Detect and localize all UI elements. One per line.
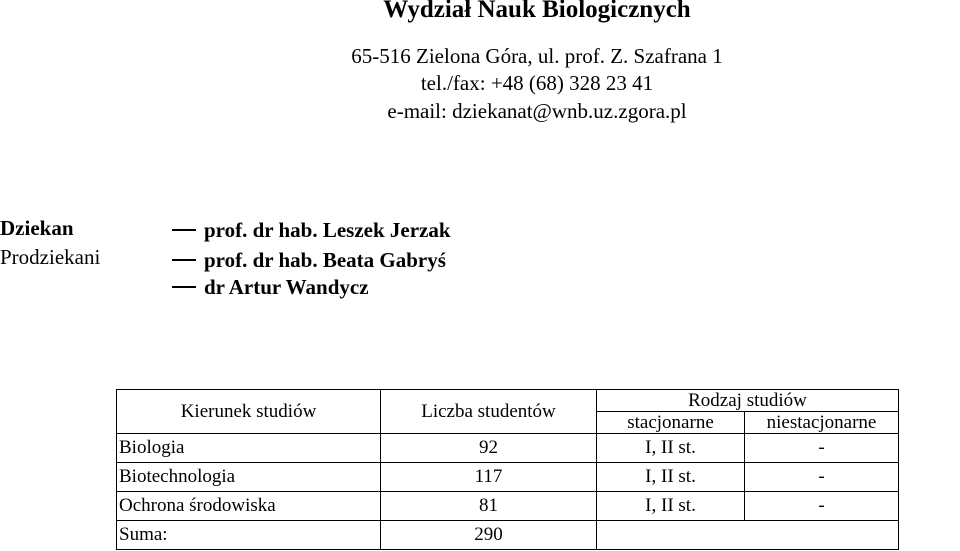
header-fulltime: stacjonarne [597, 412, 745, 434]
table-row [117, 434, 899, 463]
sum-value: 290 [381, 521, 597, 550]
dean-name: prof. dr hab. Leszek Jerzak [204, 218, 451, 242]
faculty-title: Wydział Nauk Biologicznych [383, 0, 691, 23]
dash-mark [172, 286, 196, 288]
sum-empty-cell [597, 521, 899, 550]
phone-line: tel./fax: +48 (68) 328 23 41 [420, 71, 654, 95]
vice-dean-name-1: prof. dr hab. Beata Gabryś [204, 248, 446, 272]
dash-mark [172, 259, 196, 261]
address-line: 65-516 Zielona Góra, ul. prof. Z. Szafrana 1 [351, 44, 723, 68]
row-students: 81 [381, 492, 597, 521]
dean-label: Dziekan [0, 216, 74, 240]
row-name: Ochrona środowiska [117, 492, 381, 521]
row-parttime: - [745, 434, 899, 463]
vice-deans-label: Prodziekani [0, 245, 101, 269]
row-name: Biotechnologia [117, 463, 381, 492]
header-students: Liczba studentów [381, 390, 597, 434]
sum-row [117, 521, 899, 550]
table-row [117, 463, 899, 492]
header-study-type: Rodzaj studiów [597, 390, 899, 412]
dash-mark [172, 229, 196, 231]
row-fulltime: I, II st. [597, 492, 745, 521]
header-direction: Kierunek studiów [117, 390, 381, 434]
row-parttime: - [745, 492, 899, 521]
dean-entry [172, 218, 451, 243]
vice-dean-name-2: dr Artur Wandycz [204, 275, 369, 299]
table-row [117, 492, 899, 521]
sum-label: Suma: [117, 521, 381, 550]
row-students: 92 [381, 434, 597, 463]
header-parttime: niestacjonarne [745, 412, 899, 434]
row-name: Biologia [117, 434, 381, 463]
row-parttime: - [745, 463, 899, 492]
row-students: 117 [381, 463, 597, 492]
email-line: e-mail: dziekanat@wnb.uz.zgora.pl [387, 99, 687, 123]
row-fulltime: I, II st. [597, 434, 745, 463]
students-table [116, 389, 899, 550]
vice-dean-entry-2 [172, 275, 369, 300]
row-fulltime: I, II st. [597, 463, 745, 492]
vice-dean-entry-1 [172, 248, 446, 273]
